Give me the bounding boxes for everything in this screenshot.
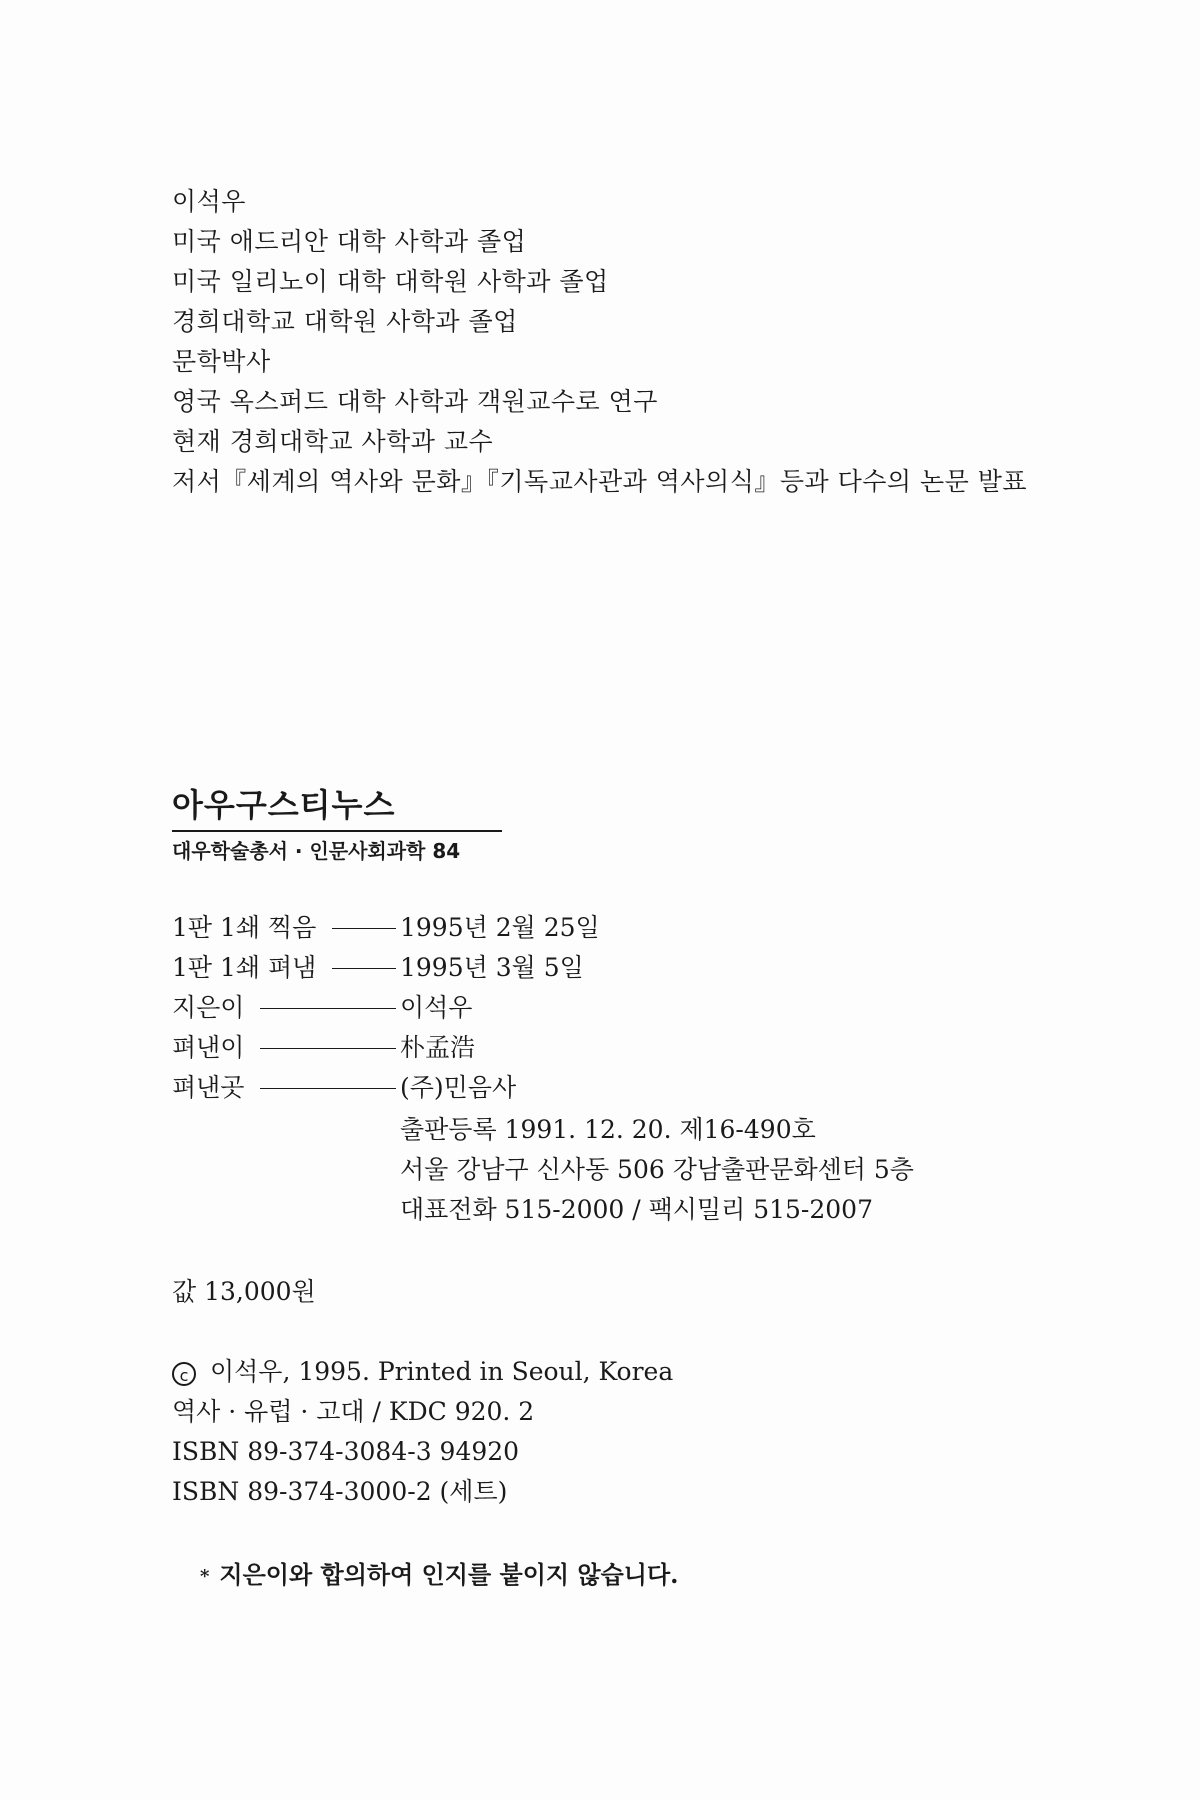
bio-line: 영국 옥스퍼드 대학 사학과 객원교수로 연구 [172, 387, 658, 416]
bio-line: 현재 경희대학교 사학과 교수 [172, 427, 494, 456]
bio-line: 저서『세계의 역사와 문화』『기독교사관과 역사의식』등과 다수의 논문 발표 [172, 467, 1028, 496]
colophon-value: 1995년 2월 25일 [400, 913, 600, 942]
colophon-label: 펴낸이 [172, 1033, 245, 1062]
leader-line [260, 1048, 396, 1049]
classification-line: 역사 · 유럽 · 고대 / KDC 920. 2 [172, 1397, 535, 1426]
price: 값 13,000원 [172, 1277, 316, 1306]
series-title: 대우학술총서 · 인문사회과학 84 [172, 839, 461, 863]
colophon-value: 朴孟浩 [400, 1033, 476, 1062]
colophon-value: 1995년 3월 5일 [400, 953, 584, 982]
colophon-value: 이석우 [400, 993, 473, 1022]
leader-line [260, 1008, 396, 1009]
publisher-details [400, 1110, 914, 1230]
registration-line: 출판등록 1991. 12. 20. 제16-490호 [400, 1115, 816, 1144]
leader-line [332, 928, 396, 929]
author-name: 이석우 [172, 187, 246, 216]
colophon-value: (주)민음사 [400, 1073, 517, 1102]
bio-line: 미국 일리노이 대학 대학원 사학과 졸업 [172, 267, 609, 296]
address-line: 서울 강남구 신사동 506 강남출판문화센터 5층 [400, 1155, 914, 1184]
bio-line: 미국 애드리안 대학 사학과 졸업 [172, 227, 527, 256]
leader-line [260, 1088, 396, 1089]
copyright-icon: c [172, 1362, 196, 1386]
phone-fax-line: 대표전화 515-2000 / 팩시밀리 515-2007 [400, 1195, 873, 1224]
colophon-label: 1판 1쇄 찍음 [172, 913, 317, 942]
seal-notice [200, 1555, 679, 1590]
copyright-block [172, 1352, 673, 1512]
author-bio [172, 182, 1027, 502]
isbn-line: ISBN 89-374-3084-3 94920 [172, 1437, 520, 1466]
asterisk-icon: * [200, 1566, 210, 1587]
colophon-label: 지은이 [172, 993, 245, 1022]
bio-line: 문학박사 [172, 347, 271, 376]
colophon-label: 펴낸곳 [172, 1073, 245, 1102]
isbn-set-line: ISBN 89-374-3000-2 (세트) [172, 1477, 508, 1506]
bio-line: 경희대학교 대학원 사학과 졸업 [172, 307, 518, 336]
notice-text: 지은이와 합의하여 인지를 붙이지 않습니다. [219, 1560, 679, 1589]
book-title: 아우구스티누스 [172, 780, 502, 832]
copyright-text: 이석우, 1995. Printed in Seoul, Korea [210, 1357, 674, 1386]
leader-line [332, 968, 396, 969]
copyright-line [172, 1352, 673, 1392]
colophon-label: 1판 1쇄 펴냄 [172, 953, 317, 982]
